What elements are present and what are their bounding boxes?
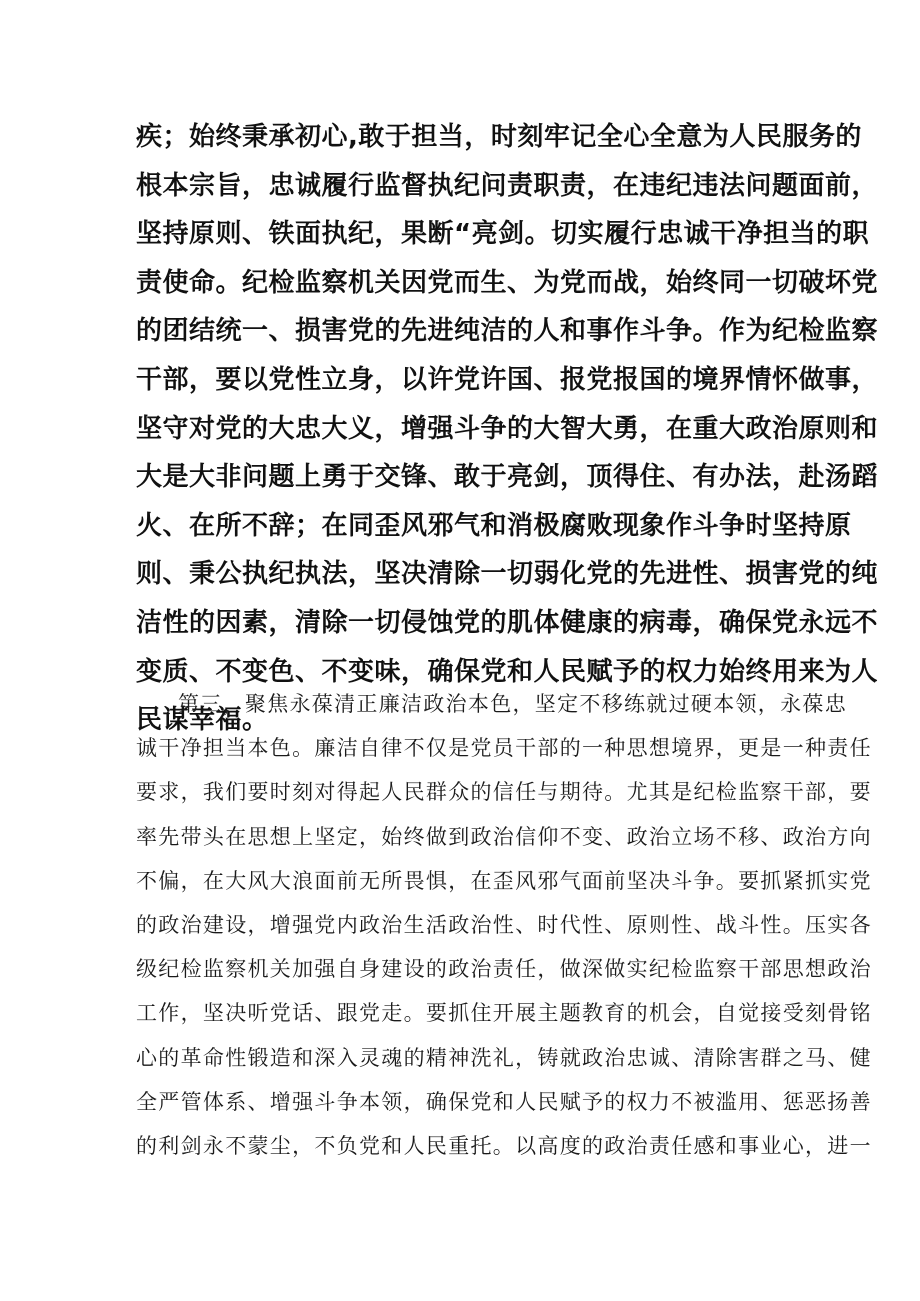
text-line: 的团结统一、损害党的先进纯洁的人和事作斗争。作为纪检监察	[136, 316, 879, 347]
text-line: 工作，坚决听党话、跟党走。要抓住开展主题教育的机会，自觉接受刻骨铭	[136, 1001, 872, 1026]
text-line: 的利剑永不蒙尘，不负党和人民重托。以高度的政治责任感和事业心，进一	[136, 1133, 872, 1158]
serif-paragraph	[136, 682, 872, 1168]
text-line: 诚干净担当本色。廉洁自律不仅是党员干部的一种思想境界，更是一种责任	[136, 736, 872, 761]
text-line: 心的革命性锻造和深入灵魂的精神洗礼，铸就政治忠诚、清除害群之马、健	[136, 1045, 872, 1070]
text-line: 级纪检监察机关加强自身建设的政治责任，做深做实纪检监察干部思想政治	[136, 957, 872, 982]
text-line: 坚守对党的大忠大义，增强斗争的大智大勇，在重大政治原则和	[136, 413, 879, 444]
text-line: 不偏，在大风大浪面前无所畏惧，在歪风邪气面前坚决斗争。要抓紧抓实党	[136, 868, 872, 893]
text-line: 洁性的因素，清除一切侵蚀党的肌体健康的病毒，确保党永远不	[136, 607, 879, 638]
text-line: 率先带头在思想上坚定，始终做到政治信仰不变、政治立场不移、政治方向	[136, 824, 872, 849]
text-line: 干部，要以党性立身，以许党许国、报党报国的境界情怀做事，	[136, 364, 879, 395]
text-line: 民谋幸福。	[136, 705, 269, 736]
text-line: 疾；始终秉承初心,敢于担当，时刻牢记全心全意为人民服务的	[136, 122, 862, 152]
text-line: 第三，聚焦永葆清正廉洁政治本色，坚定不移练就过硬本领，永葆忠	[178, 692, 847, 716]
text-line: 的政治建设，增强党内政治生活政治性、时代性、原则性、战斗性。压实各	[136, 912, 872, 937]
text-line: 大是大非问题上勇于交锋、敢于亮剑，顶得住、有办法，赴汤蹈	[136, 462, 879, 493]
bold-paragraph	[136, 113, 879, 745]
text-line: 坚持原则、铁面执纪，果断“亮剑。切实履行忠诚干净担当的职	[136, 219, 870, 250]
text-line: 则、秉公执纪执法，坚决清除一切弱化党的先进性、损害党的纯	[136, 559, 879, 590]
text-line: 全严管体系、增强斗争本领，确保党和人民赋予的权力不被滥用、惩恶扬善	[136, 1089, 872, 1114]
text-line: 火、在所不辞；在同歪风邪气和消极腐败现象作斗争时坚持原	[136, 510, 852, 541]
text-line: 变质、不变色、不变味，确保党和人民赋予的权力始终用来为人	[136, 656, 879, 687]
text-line: 责使命。纪检监察机关因党而生、为党而战，始终同一切破坏党	[136, 267, 879, 298]
text-line: 根本宗旨，忠诚履行监督执纪问责职责，在违纪违法问题面前，	[136, 170, 879, 201]
text-line: 要求，我们要时刻对得起人民群众的信任与期待。尤其是纪检监察干部，要	[136, 780, 872, 805]
